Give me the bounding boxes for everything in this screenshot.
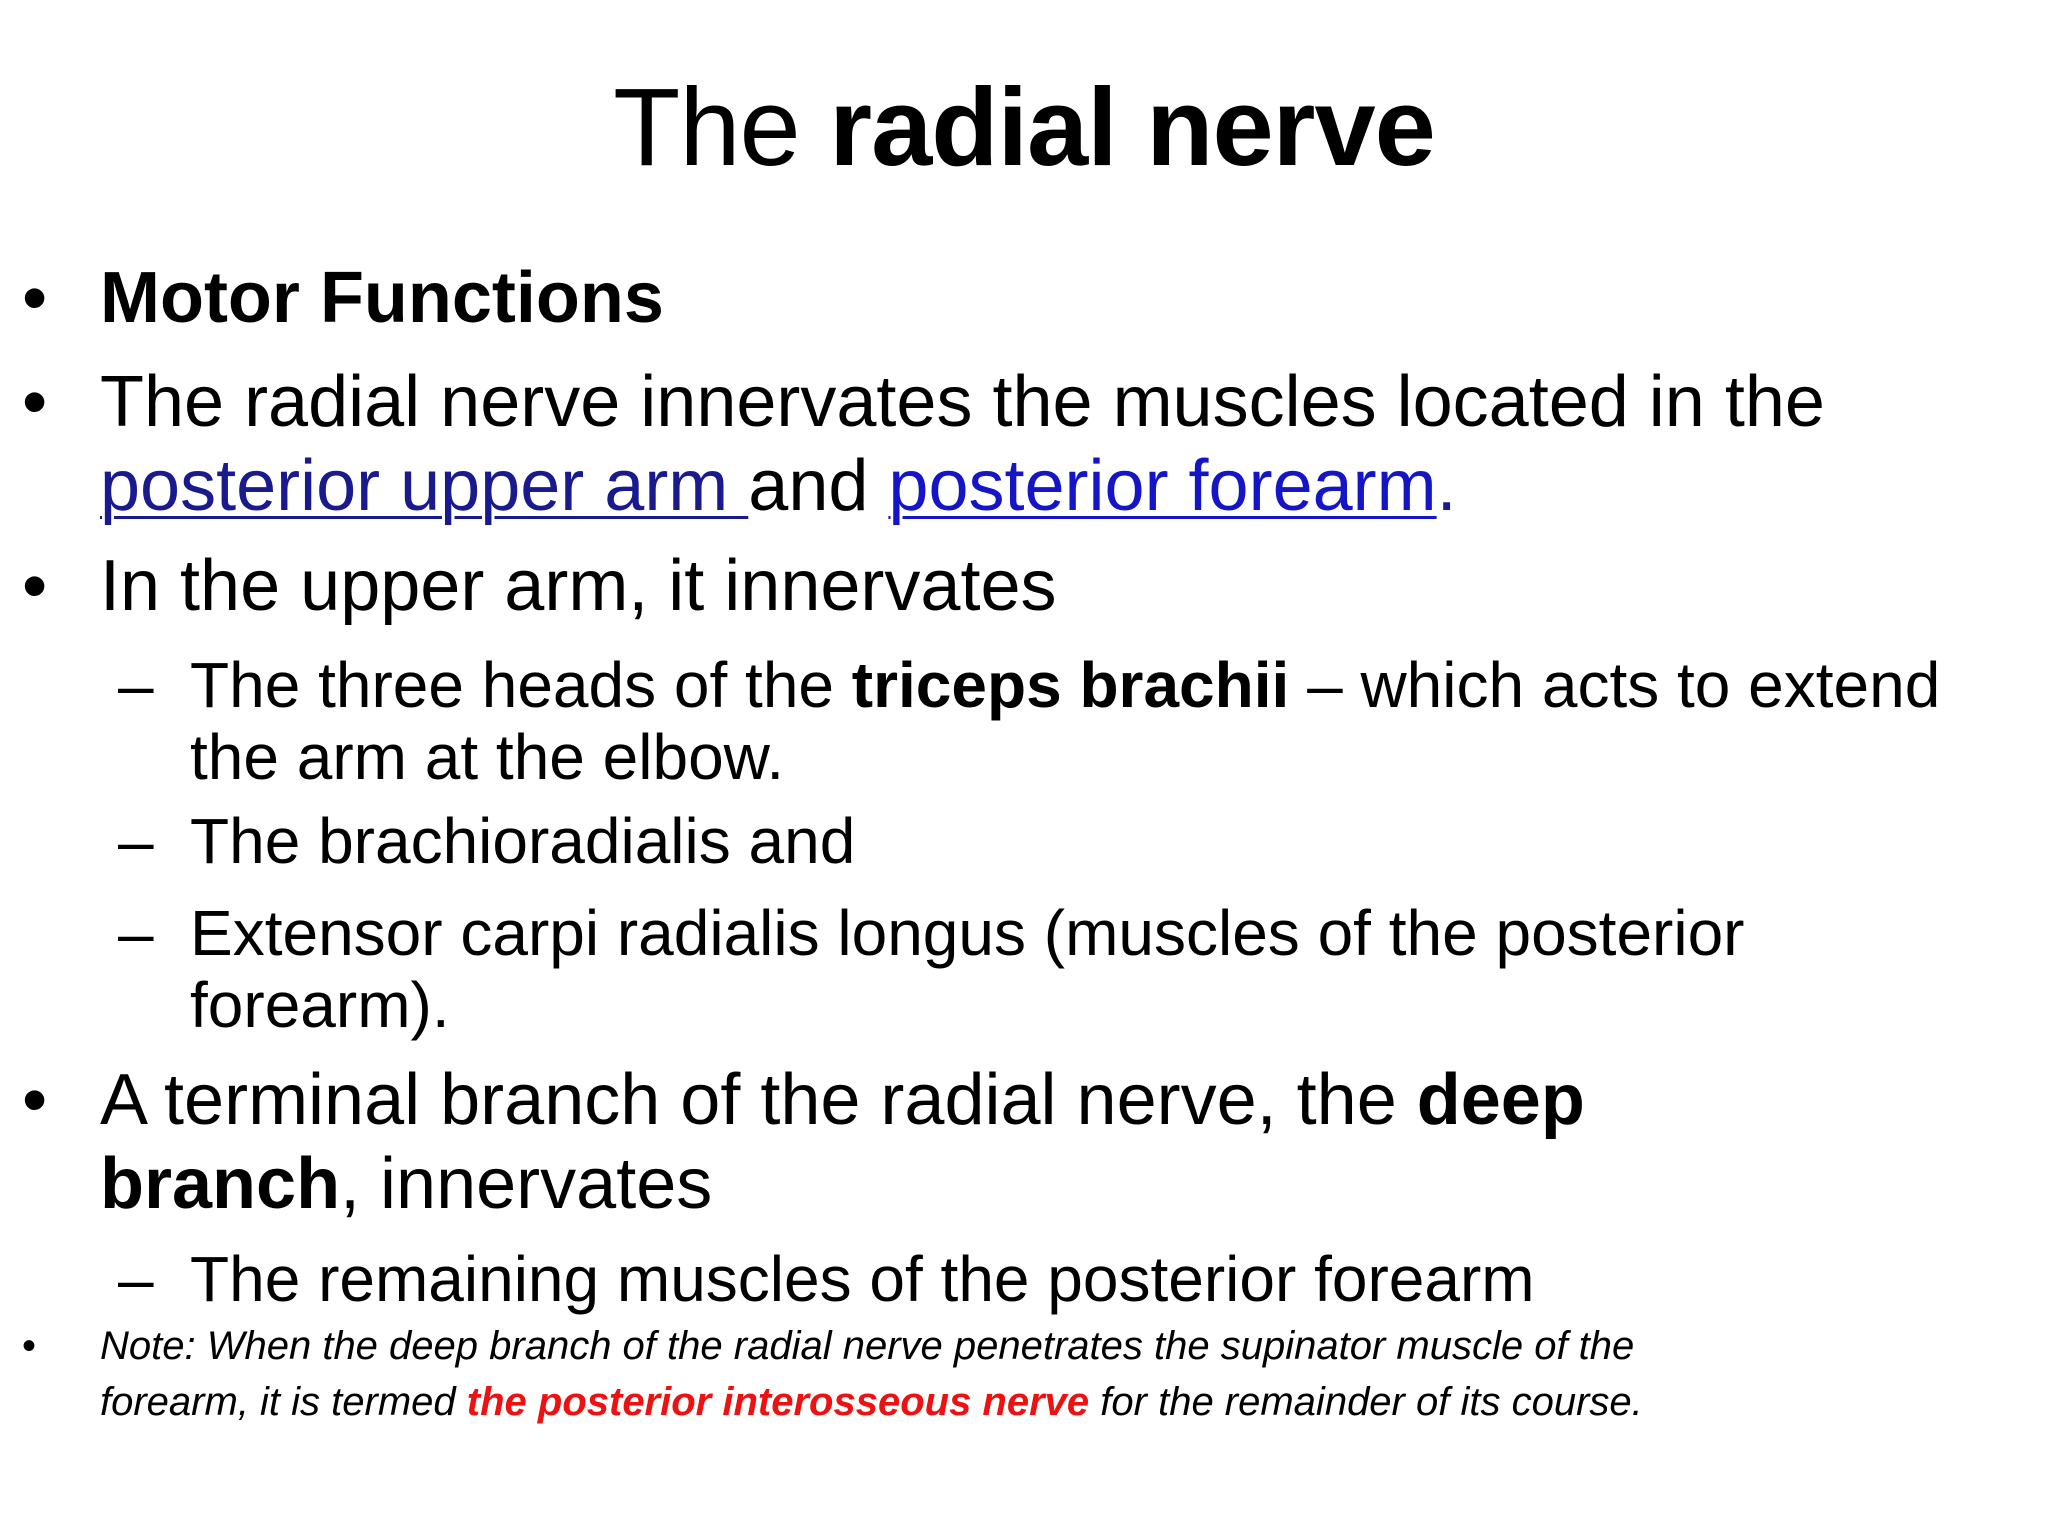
terminal-post: , innervates — [340, 1144, 713, 1224]
upper-arm-intro: In the upper arm, it innervates — [100, 546, 1057, 626]
sub-1-line-2: the arm at the elbow. — [190, 721, 785, 793]
note-pre: forearm, it is termed — [100, 1380, 467, 1424]
sub-1-dash: – — [118, 649, 154, 721]
sub-1-line-1 — [190, 648, 1940, 722]
note-line-1: Note: When the deep branch of the radial nerve penetrates the supinator muscle of the — [100, 1324, 1635, 1368]
terminal-line-1 — [100, 1058, 1585, 1142]
sub-3-line-1: Extensor carpi radialis longus (muscles of the posterior — [190, 897, 1745, 969]
innervates-intro-line: The radial nerve innervates the muscles located in the — [100, 362, 1825, 442]
sub-1-post: – which acts to extend — [1289, 649, 1941, 721]
link-posterior-forearm[interactable]: posterior forearm — [888, 446, 1437, 526]
note-line-2 — [100, 1374, 1643, 1430]
sub-4-line: The remaining muscles of the posterior forearm — [190, 1243, 1535, 1315]
bullet-2-marker: • — [22, 362, 48, 442]
sub-2-line: The brachioradialis and — [190, 805, 856, 877]
sub-2-dash: – — [118, 805, 154, 877]
sub-3-line-2: forearm). — [190, 969, 450, 1041]
slide-title — [0, 58, 2048, 198]
link-posterior-upper-arm[interactable]: posterior upper arm — [100, 446, 749, 526]
branch-bold: branch — [100, 1144, 341, 1224]
terminal-pre: A terminal branch of the radial nerve, the — [100, 1060, 1417, 1140]
and-text: and — [748, 446, 889, 526]
innervates-links-line — [100, 444, 1457, 528]
sub-3-dash: – — [118, 897, 154, 969]
terminal-line-2 — [100, 1142, 712, 1226]
posterior-interosseous-nerve-highlight: the posterior interosseous nerve — [466, 1380, 1090, 1424]
bullet-3-marker: • — [22, 546, 48, 626]
title-bold: radial nerve — [829, 66, 1435, 189]
title-normal: The — [613, 66, 830, 189]
deep-bold: deep — [1416, 1060, 1585, 1140]
bullet-1-marker: • — [22, 258, 48, 338]
triceps-brachii-bold: triceps brachii — [851, 649, 1290, 721]
bullet-4-marker: • — [22, 1060, 48, 1140]
motor-functions-heading: Motor Functions — [100, 258, 664, 338]
sub-1-pre: The three heads of the — [190, 649, 852, 721]
sub-4-dash: – — [118, 1243, 154, 1315]
note-bullet-marker: • — [22, 1324, 37, 1368]
period-text: . — [1436, 446, 1457, 526]
note-post: for the remainder of its course. — [1089, 1380, 1643, 1424]
